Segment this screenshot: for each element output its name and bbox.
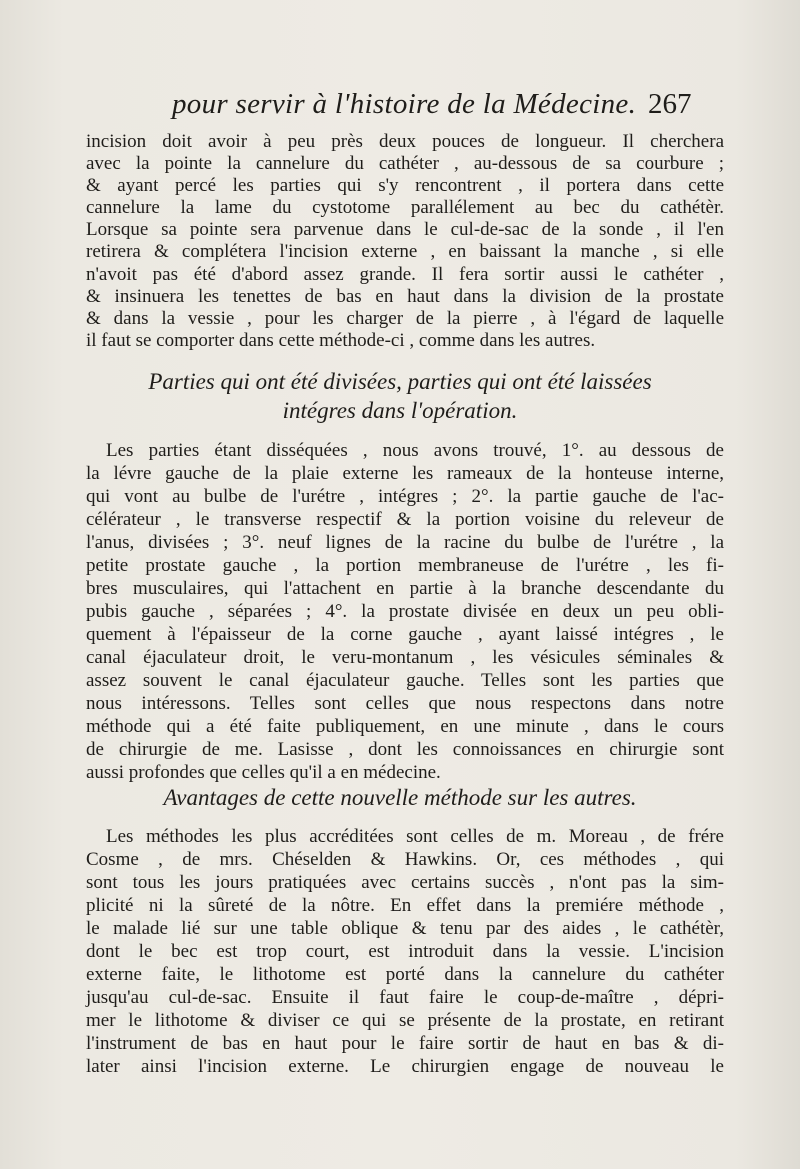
running-head — [0, 88, 800, 128]
text-line: incision doit avoir à peu près deux pouces de longueur. Il cherchera — [86, 131, 724, 152]
text-line: & dans la vessie , pour les charger de la pierre , à l'égard de laquelle — [86, 308, 724, 329]
text-line: petite prostate gauche , la portion membraneuse de l'urétre , les fi- — [86, 555, 724, 576]
text-line: cannelure la lame du cystotome parallélement au bec du cathétèr. — [86, 197, 724, 218]
heading-line: Parties qui ont été divisées, parties qui ont été laissées — [148, 369, 652, 394]
text-line: retirera & complétera l'incision externe , en baissant la manche , si elle — [86, 241, 724, 262]
text-line: la lévre gauche de la plaie externe les rameaux de la honteuse interne, — [86, 463, 724, 484]
page-number: 267 — [648, 88, 692, 120]
text-line: aussi profondes que celles qu'il a en médecine. — [86, 762, 441, 783]
text-line: le malade lié sur une table oblique & tenu par des aides , le cathétèr, — [86, 918, 724, 939]
text-line: assez souvent le canal éjaculateur gauche. Telles sont les parties que — [86, 670, 724, 691]
text-line: l'anus, divisées ; 3°. neuf lignes de la racine du bulbe de l'urétre , la — [86, 532, 724, 553]
text-line: Cosme , de mrs. Chéselden & Hawkins. Or, ces méthodes , qui — [86, 849, 724, 870]
text-line: jusqu'au cul-de-sac. Ensuite il faut faire le coup-de-maître , dépri- — [86, 987, 724, 1008]
text-line: méthode qui a été faite publiquement, en une minute , dans le cours — [86, 716, 724, 737]
heading-line: intégres dans l'opération. — [282, 398, 518, 423]
text-line: l'instrument de bas en haut pour le faire sortir de haut en bas & di- — [86, 1033, 724, 1054]
text-line: & ayant percé les parties qui s'y rencontrent , il portera dans cette — [86, 175, 724, 196]
text-line: plicité ni la sûreté de la nôtre. En effet dans la premiére méthode , — [86, 895, 724, 916]
text-line: mer le lithotome & diviser ce qui se présente de la prostate, en retirant — [86, 1010, 724, 1031]
text-line: célérateur , le transverse respectif & la portion voisine du releveur de — [86, 509, 724, 530]
text-line: & insinuera les tenettes de bas en haut dans la division de la prostate — [86, 286, 724, 307]
running-title: pour servir à l'histoire de la Médecine. — [172, 88, 637, 120]
text-line: quement à l'épaisseur de la corne gauche , ayant laissé intégres , le — [86, 624, 724, 645]
text-line: bres musculaires, qui l'attachent en partie à la branche descendante du — [86, 578, 724, 599]
text-line: de chirurgie de me. Lasisse , dont les connoissances en chirurgie sont — [86, 739, 724, 760]
text-line: canal éjaculateur droit, le veru-montanum , les vésicules séminales & — [86, 647, 724, 668]
text-line: nous intéressons. Telles sont celles que nous respectons dans notre — [86, 693, 724, 714]
text-line: n'avoit pas été d'abord assez grande. Il fera sortir aussi le cathéter , — [86, 264, 724, 285]
heading-line: Avantages de cette nouvelle méthode sur les autres. — [163, 785, 637, 810]
text-line: externe faite, le lithotome est porté dans la cannelure du cathéter — [86, 964, 724, 985]
text-line: sont tous les jours pratiquées avec certains succès , n'ont pas la sim- — [86, 872, 724, 893]
text-line: Les parties étant disséquées , nous avons trouvé, 1°. au dessous de — [106, 440, 724, 461]
text-line: avec la pointe la cannelure du cathéter , au-dessous de sa courbure ; — [86, 153, 724, 174]
text-line: Lorsque sa pointe sera parvenue dans le cul-de-sac de la sonde , il l'en — [86, 219, 724, 240]
text-line: dont le bec est trop court, est introduit dans la vessie. L'incision — [86, 941, 724, 962]
text-line: pubis gauche , séparées ; 4°. la prostate divisée en deux un peu obli- — [86, 601, 724, 622]
text-line: il faut se comporter dans cette méthode-ci , comme dans les autres. — [86, 330, 596, 351]
text-line: later ainsi l'incision externe. Le chirurgien engage de nouveau le — [86, 1056, 724, 1077]
text-line: Les méthodes les plus accréditées sont celles de m. Moreau , de frére — [106, 826, 724, 847]
text-line: qui vont au bulbe de l'urétre , intégres ; 2°. la partie gauche de l'ac- — [86, 486, 724, 507]
